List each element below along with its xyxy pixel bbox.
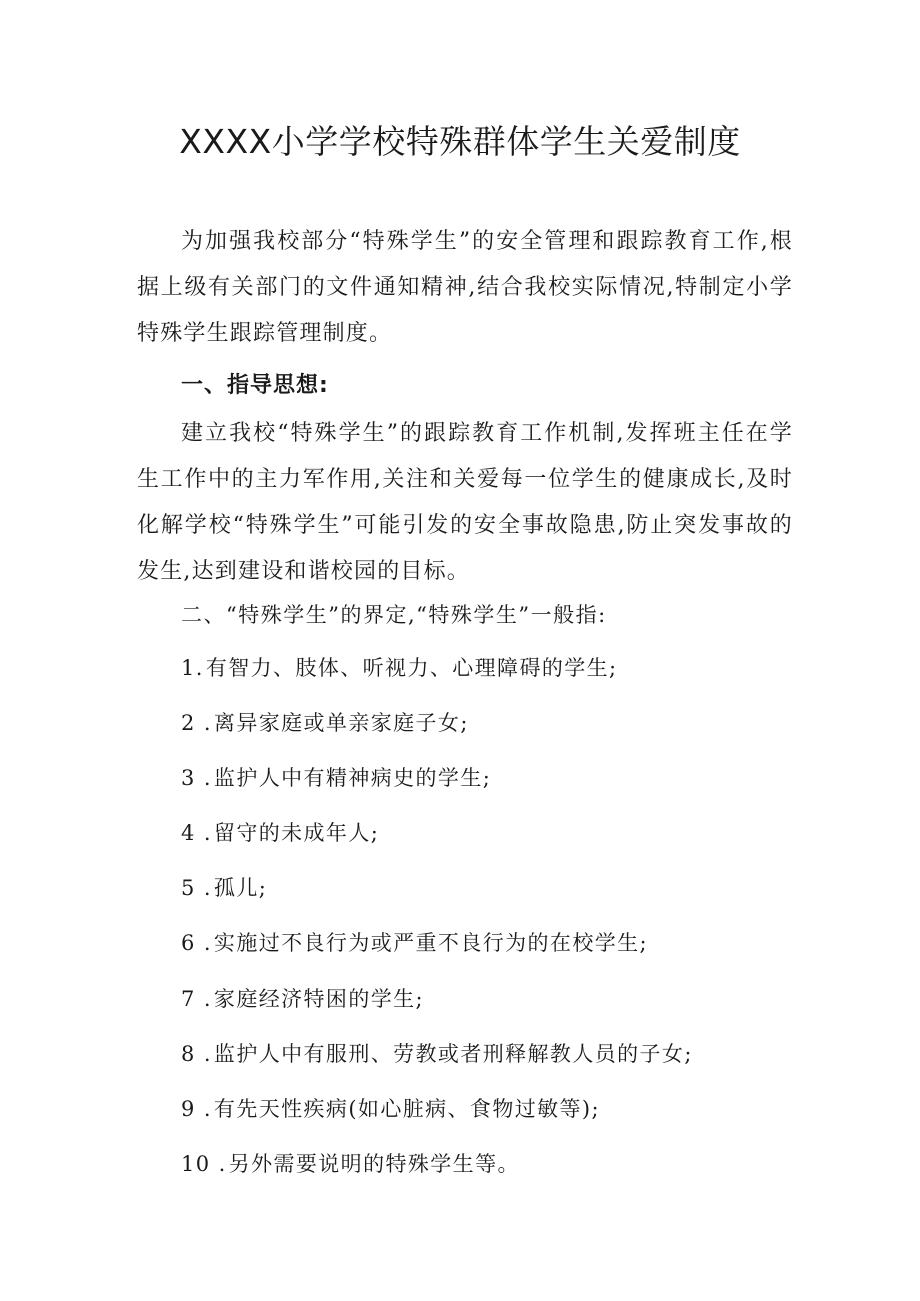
list-item-text: 有先天性疾病(如心脏病、食物过敏等); xyxy=(213,1096,600,1121)
list-item-text: 实施过不良行为或严重不良行为的在校学生; xyxy=(213,931,648,956)
list-item-number: 7 . xyxy=(181,986,212,1011)
list-item-number: 4 . xyxy=(181,821,212,846)
list-item xyxy=(181,700,693,755)
list-item xyxy=(181,810,693,865)
list-item-number: 6 . xyxy=(181,931,212,956)
list-item xyxy=(181,1141,693,1196)
list-item-text: 离异家庭或单亲家庭子女; xyxy=(213,711,469,736)
list-item-text: 家庭经济特困的学生; xyxy=(213,986,424,1011)
list-item-number: 5 . xyxy=(181,876,212,901)
list-item xyxy=(181,976,693,1031)
list-item xyxy=(181,1031,693,1086)
list-item-number: 2 . xyxy=(181,711,212,736)
list-item-number: 3 . xyxy=(181,766,212,791)
special-student-list xyxy=(181,645,693,1196)
list-item-text: 监护人中有精神病史的学生; xyxy=(213,766,492,791)
list-item-number: 1. xyxy=(181,656,204,680)
section1-paragraph: 建立我校“特殊学生”的跟踪教育工作机制,发挥班主任在学生工作中的主力军作用,关注和关爱每一位学生的健康成长,及时化解学校“特殊学生”可能引发的安全事故隐患,防止突发事故的发生,达到建设和谐校园的目标。 xyxy=(137,421,793,584)
section1-heading: 一、指导思想: xyxy=(181,373,329,398)
intro-paragraph: 为加强我校部分“特殊学生”的安全管理和跟踪教育工作,根据上级有关部门的文件通知精神,结合我校实际情况,特制定小学特殊学生跟踪管理制度。 xyxy=(137,229,793,346)
list-item-number: 9 . xyxy=(181,1096,212,1121)
list-item xyxy=(181,755,693,810)
document-title: XXXX小学学校特殊群体学生关爱制度 xyxy=(179,122,741,161)
list-item-text: 有智力、肢体、听视力、心理障碍的学生; xyxy=(205,656,618,680)
list-item xyxy=(181,865,693,920)
list-item-text: 另外需要说明的特殊学生等。 xyxy=(228,1151,520,1176)
list-item-number: 10 . xyxy=(181,1151,227,1176)
list-item xyxy=(181,645,693,700)
list-item xyxy=(181,920,693,975)
list-item-text: 留守的未成年人; xyxy=(213,821,380,846)
section2-heading: 二、“特殊学生”的界定,“特殊学生”一般指: xyxy=(181,603,607,627)
list-item-number: 8 . xyxy=(181,1041,212,1066)
list-item-text: 孤儿; xyxy=(213,876,268,901)
list-item-text: 监护人中有服刑、劳教或者刑释解教人员的子女; xyxy=(213,1041,693,1066)
list-item xyxy=(181,1086,693,1141)
